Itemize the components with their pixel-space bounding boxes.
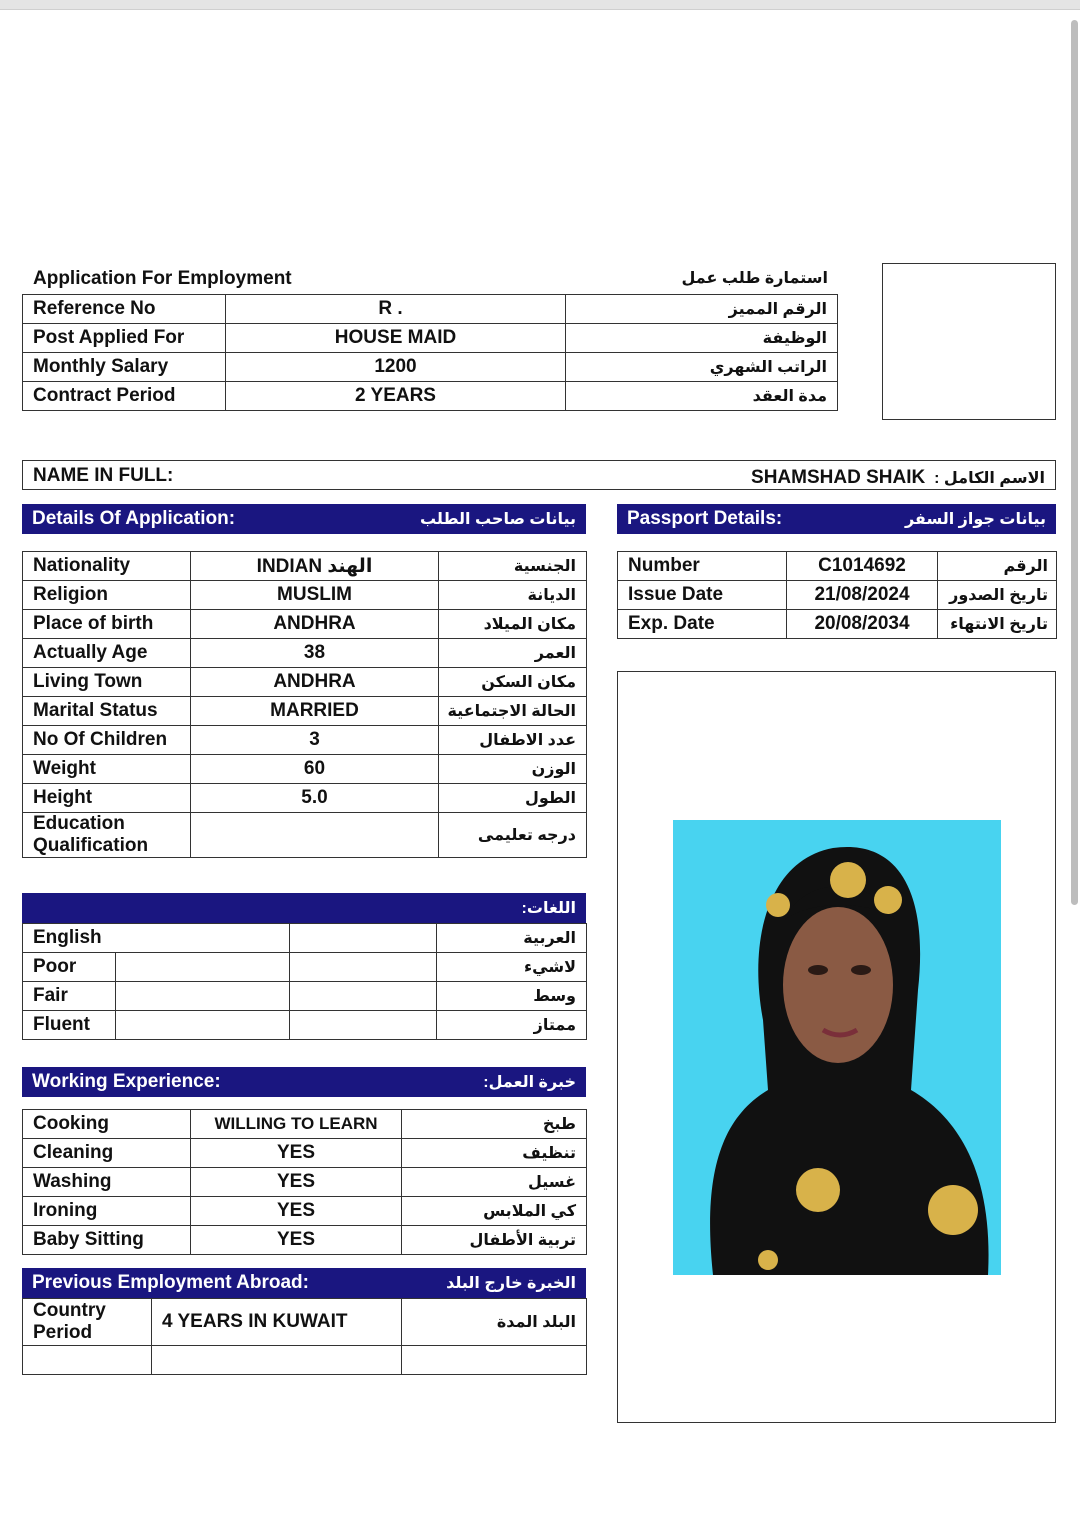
applicant-photo bbox=[673, 820, 1001, 1275]
job-row-reference bbox=[23, 295, 838, 324]
passport-label: Number bbox=[618, 552, 787, 581]
name-value: SHAMSHAD SHAIK bbox=[751, 467, 926, 488]
detail-label-ar: الديانة bbox=[439, 581, 587, 610]
details-row bbox=[23, 697, 587, 726]
details-row bbox=[23, 668, 587, 697]
education-label bbox=[23, 813, 191, 858]
abroad-row bbox=[23, 1299, 587, 1346]
scarf-pattern bbox=[758, 1250, 778, 1270]
experience-label: Cleaning bbox=[23, 1139, 191, 1168]
detail-value: ANDHRA bbox=[191, 610, 439, 639]
details-row bbox=[23, 552, 587, 581]
passport-row bbox=[618, 552, 1057, 581]
detail-label-ar: الحالة الاجتماعية bbox=[439, 697, 587, 726]
job-label-ar: الراتب الشهري bbox=[566, 353, 838, 382]
abroad-title: Previous Employment Abroad: bbox=[32, 1272, 309, 1293]
experience-row bbox=[23, 1226, 587, 1255]
scarf-pattern bbox=[796, 1168, 840, 1212]
details-row bbox=[23, 610, 587, 639]
details-title: Details Of Application: bbox=[32, 508, 236, 529]
abroad-label-line1: Country bbox=[33, 1300, 106, 1321]
language-label: English bbox=[23, 924, 290, 953]
languages-title-ar: اللغات: bbox=[521, 900, 576, 917]
job-value: 2 YEARS bbox=[226, 382, 566, 411]
passport-row bbox=[618, 610, 1057, 639]
details-row-education bbox=[23, 813, 587, 858]
passport-row bbox=[618, 581, 1057, 610]
job-label-ar: الوظيفة bbox=[566, 324, 838, 353]
details-row bbox=[23, 784, 587, 813]
language-level-ar: وسط bbox=[437, 982, 587, 1011]
language-level: Poor bbox=[23, 953, 116, 982]
experience-label: Washing bbox=[23, 1168, 191, 1197]
detail-label: No Of Children bbox=[23, 726, 191, 755]
education-label-ar: درجه تعليمى bbox=[439, 813, 587, 858]
experience-band bbox=[22, 1067, 586, 1097]
details-title-ar: بيانات صاحب الطلب bbox=[419, 511, 576, 528]
detail-label: Living Town bbox=[23, 668, 191, 697]
experience-row bbox=[23, 1110, 587, 1139]
detail-value: 60 bbox=[191, 755, 439, 784]
small-photo-box bbox=[882, 263, 1056, 420]
experience-label: Cooking bbox=[23, 1110, 191, 1139]
detail-label-ar: العمر bbox=[439, 639, 587, 668]
experience-label: Baby Sitting bbox=[23, 1226, 191, 1255]
name-label-ar: الاسم الكامل : bbox=[934, 470, 1045, 487]
detail-value: MARRIED bbox=[191, 697, 439, 726]
detail-label: Height bbox=[23, 784, 191, 813]
abroad-table bbox=[22, 1298, 587, 1375]
details-band bbox=[22, 504, 586, 534]
passport-value: 21/08/2024 bbox=[787, 581, 938, 610]
detail-value: 38 bbox=[191, 639, 439, 668]
job-label: Reference No bbox=[23, 295, 226, 324]
form-title-ar: استمارة طلب عمل bbox=[681, 270, 828, 287]
detail-label: Actually Age bbox=[23, 639, 191, 668]
job-row-post bbox=[23, 324, 838, 353]
scarf-pattern bbox=[830, 862, 866, 898]
scarf-pattern bbox=[874, 886, 902, 914]
abroad-row-empty bbox=[23, 1346, 587, 1375]
detail-value: 3 bbox=[191, 726, 439, 755]
experience-value: YES bbox=[191, 1168, 402, 1197]
browser-top-bar bbox=[0, 0, 1080, 10]
abroad-value: 4 YEARS IN KUWAIT bbox=[152, 1299, 402, 1346]
detail-value: MUSLIM bbox=[191, 581, 439, 610]
experience-value: YES bbox=[191, 1139, 402, 1168]
detail-label-ar: الوزن bbox=[439, 755, 587, 784]
abroad-band bbox=[22, 1268, 586, 1298]
experience-title: Working Experience: bbox=[32, 1071, 221, 1092]
experience-title-ar: خبرة العمل: bbox=[483, 1074, 576, 1091]
job-row-contract bbox=[23, 382, 838, 411]
language-label-ar: العربية bbox=[437, 924, 587, 953]
language-level-ar: ممتاز bbox=[437, 1011, 587, 1040]
experience-label-ar: طبخ bbox=[402, 1110, 587, 1139]
details-row bbox=[23, 755, 587, 784]
language-row bbox=[23, 924, 587, 953]
passport-label: Issue Date bbox=[618, 581, 787, 610]
detail-label: Marital Status bbox=[23, 697, 191, 726]
language-row bbox=[23, 953, 587, 982]
passport-value: C1014692 bbox=[787, 552, 938, 581]
passport-label-ar: تاريخ الصدور bbox=[938, 581, 1057, 610]
experience-label-ar: غسيل bbox=[402, 1168, 587, 1197]
education-label-line1: Education bbox=[33, 813, 125, 834]
experience-label-ar: تنظيف bbox=[402, 1139, 587, 1168]
details-row bbox=[23, 639, 587, 668]
experience-label-ar: كي الملابس bbox=[402, 1197, 587, 1226]
experience-label: Ironing bbox=[23, 1197, 191, 1226]
experience-row bbox=[23, 1197, 587, 1226]
scarf-pattern bbox=[766, 893, 790, 917]
eye-left bbox=[808, 965, 828, 975]
language-row bbox=[23, 982, 587, 1011]
job-value: 1200 bbox=[226, 353, 566, 382]
passport-table bbox=[617, 551, 1057, 639]
detail-label-ar: عدد الاطفال bbox=[439, 726, 587, 755]
detail-label-ar: الطول bbox=[439, 784, 587, 813]
experience-row bbox=[23, 1139, 587, 1168]
detail-value: INDIAN الهند bbox=[191, 552, 439, 581]
passport-label-ar: الرقم bbox=[938, 552, 1057, 581]
experience-value: YES bbox=[191, 1197, 402, 1226]
passport-title: Passport Details: bbox=[627, 508, 783, 529]
name-row bbox=[22, 460, 1056, 490]
experience-table bbox=[22, 1109, 587, 1255]
scrollbar[interactable] bbox=[1071, 20, 1078, 905]
abroad-label-line2: Period bbox=[33, 1322, 93, 1343]
experience-label-ar: تربية الأطفال bbox=[402, 1226, 587, 1255]
passport-value: 20/08/2034 bbox=[787, 610, 938, 639]
job-label-ar: الرقم المميز bbox=[566, 295, 838, 324]
detail-label: Religion bbox=[23, 581, 191, 610]
job-info-table bbox=[22, 294, 838, 411]
eye-right bbox=[851, 965, 871, 975]
detail-label: Weight bbox=[23, 755, 191, 784]
details-row bbox=[23, 726, 587, 755]
education-label-line2: Qualification bbox=[33, 835, 149, 856]
education-value bbox=[191, 813, 439, 858]
details-table bbox=[22, 551, 587, 858]
name-value-group bbox=[751, 467, 1045, 489]
language-row bbox=[23, 1011, 587, 1040]
name-label: NAME IN FULL: bbox=[33, 465, 174, 486]
abroad-title-ar: الخبرة خارج البلد bbox=[446, 1275, 576, 1292]
job-value: HOUSE MAID bbox=[226, 324, 566, 353]
job-value: R . bbox=[226, 295, 566, 324]
scarf-pattern bbox=[928, 1185, 978, 1235]
passport-label-ar: تاريخ الانتهاء bbox=[938, 610, 1057, 639]
passport-band bbox=[617, 504, 1056, 534]
job-label: Contract Period bbox=[23, 382, 226, 411]
detail-label: Place of birth bbox=[23, 610, 191, 639]
passport-title-ar: بيانات جواز السفر bbox=[904, 511, 1046, 528]
languages-table bbox=[22, 923, 587, 1040]
experience-value: YES bbox=[191, 1226, 402, 1255]
language-level: Fair bbox=[23, 982, 116, 1011]
passport-label: Exp. Date bbox=[618, 610, 787, 639]
experience-row bbox=[23, 1168, 587, 1197]
job-label: Monthly Salary bbox=[23, 353, 226, 382]
details-row bbox=[23, 581, 587, 610]
form-title-en: Application For Employment bbox=[33, 268, 292, 289]
detail-label-ar: الجنسية bbox=[439, 552, 587, 581]
job-row-salary bbox=[23, 353, 838, 382]
job-label: Post Applied For bbox=[23, 324, 226, 353]
detail-label-ar: مكان السكن bbox=[439, 668, 587, 697]
language-level: Fluent bbox=[23, 1011, 116, 1040]
experience-value: WILLING TO LEARN bbox=[191, 1110, 402, 1139]
detail-label: Nationality bbox=[23, 552, 191, 581]
detail-value: 5.0 bbox=[191, 784, 439, 813]
detail-label-ar: مكان الميلاد bbox=[439, 610, 587, 639]
abroad-label-ar: البلد المدة bbox=[402, 1299, 587, 1346]
face-shape bbox=[783, 907, 893, 1063]
abroad-label bbox=[23, 1299, 152, 1346]
languages-band bbox=[22, 893, 586, 923]
job-label-ar: مدة العقد bbox=[566, 382, 838, 411]
detail-value: ANDHRA bbox=[191, 668, 439, 697]
language-level-ar: لاشيء bbox=[437, 953, 587, 982]
